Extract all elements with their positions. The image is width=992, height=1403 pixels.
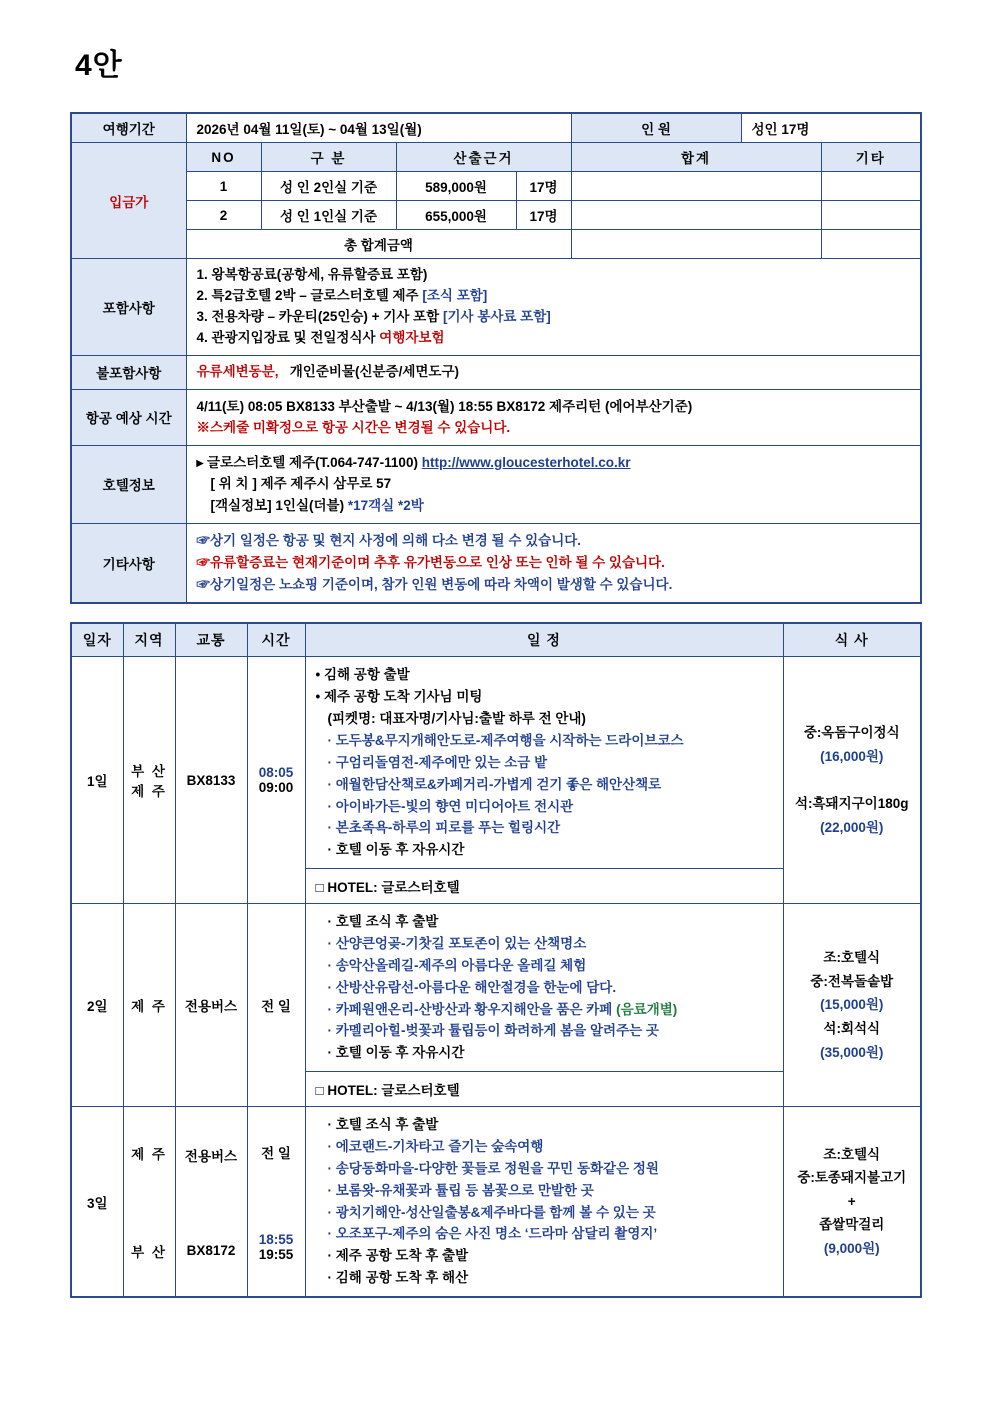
col-time: 시간 xyxy=(247,623,305,657)
row-basis: 655,000원 xyxy=(396,201,516,230)
col-type: 구 분 xyxy=(261,143,396,172)
people-label: 인 원 xyxy=(571,113,741,143)
schedule-item: • 김해 공항 출발 xyxy=(315,667,410,683)
hotel-name-line: ▸ 글로스터호텔 제주(T.064-747-1100) http://www.gloucesterhotel.co.kr xyxy=(196,454,631,470)
flight-row xyxy=(71,389,921,445)
total-value xyxy=(571,230,821,259)
flight-line-2: ※스케줄 미확정으로 항공 시간은 변경될 수 있습니다. xyxy=(196,420,511,436)
schedule-item: · 에코랜드-기차타고 즐기는 숲속여행 xyxy=(327,1138,544,1154)
itinerary-row-day1 xyxy=(71,657,921,869)
hotel-value xyxy=(186,445,921,523)
price-header-row xyxy=(71,143,921,172)
col-basis: 산출근거 xyxy=(396,143,571,172)
total-etc xyxy=(821,230,921,259)
schedule-item: · 오조포구-제주의 숨은 사진 명소 ‘드라마 삼달리 촬영지’ xyxy=(327,1226,658,1242)
col-sum: 합계 xyxy=(571,143,821,172)
row-basis: 589,000원 xyxy=(396,172,516,201)
flight-line-1: 4/11(토) 08:05 BX8133 부산출발 ~ 4/13(월) 18:55 BX8172 제주리턴 (에어부산기준) xyxy=(196,398,693,414)
etc-value xyxy=(186,523,921,603)
day-meal: 조:호텔식 중:토종돼지불고기 + 좁쌀막걸리 (9,000원) xyxy=(783,1107,921,1297)
include-row xyxy=(71,259,921,356)
price-row-1 xyxy=(71,172,921,201)
day-area: 부 산 제 주 xyxy=(123,657,175,904)
include-item: 2. 특2급호텔 2박 – 글로스터호텔 제주 [조식 포함] xyxy=(196,287,488,303)
schedule-item: · 보롬왓-유채꽃과 튤립 등 봄꽃으로 만발한 곳 xyxy=(327,1182,594,1198)
schedule-item: · 호텔 조식 후 출발 xyxy=(327,1117,439,1133)
day-schedule xyxy=(305,904,783,1072)
period-value: 2026년 04월 11일(토) ~ 04월 13일(월) xyxy=(186,113,571,143)
etc-line: ☞상기 일정은 항공 및 현지 사정에 의해 다소 변경 될 수 있습니다. xyxy=(196,532,582,548)
itinerary-row-day2 xyxy=(71,904,921,1072)
day-meal: 중:옥돔구이정식 (16,000원) 석:흑돼지구이180g (22,000원) xyxy=(783,657,921,904)
day-transport: 전용버스 xyxy=(175,904,247,1107)
schedule-item: · 카페원앤온리-산방산과 황우지해안을 품은 카페 (음료개별) xyxy=(327,1001,678,1017)
hotel-row xyxy=(71,445,921,523)
row-no: 1 xyxy=(186,172,261,201)
day-number: 1일 xyxy=(71,657,123,904)
flight-label: 항공 예상 시간 xyxy=(71,389,186,445)
include-item: 1. 왕복항공료(공항세, 유류할증료 포함) xyxy=(196,267,428,282)
etc-line: ☞유류할증료는 현재기준이며 추후 유가변동으로 인상 또는 인하 될 수 있습니다. xyxy=(196,554,665,570)
total-label: 총 합계금액 xyxy=(186,230,571,259)
schedule-item: · 김해 공항 도착 후 해산 xyxy=(327,1270,469,1286)
schedule-item: · 구엄리돌염전-제주에만 있는 소금 밭 xyxy=(327,754,548,770)
exclude-row xyxy=(71,355,921,389)
period-row xyxy=(71,113,921,143)
itinerary-header-row xyxy=(71,623,921,657)
period-label: 여행기간 xyxy=(71,113,186,143)
schedule-item: (피켓명: 대표자명/기사님:출발 하루 전 안내) xyxy=(327,711,586,727)
flight-value xyxy=(186,389,921,445)
itinerary-table xyxy=(70,622,922,1298)
col-schedule: 일 정 xyxy=(305,623,783,657)
hotel-location-line: [ 위 치 ] 제주 제주시 삼무로 57 xyxy=(210,476,392,492)
schedule-item: · 송악산올레길-제주의 아름다운 올레길 체험 xyxy=(327,957,587,973)
include-list xyxy=(186,259,921,356)
day-transport: 전용버스 BX8172 xyxy=(175,1107,247,1297)
bullet-icon: ▸ xyxy=(196,454,204,470)
schedule-item: • 제주 공항 도착 기사님 미팅 xyxy=(315,689,483,705)
include-label: 포함사항 xyxy=(71,259,186,356)
schedule-item: · 카멜리아힐-벚꽃과 튤립등이 화려하게 봄을 알려주는 곳 xyxy=(327,1023,659,1039)
col-no: NO xyxy=(186,143,261,172)
page-title: 4안 xyxy=(75,49,123,82)
row-type: 성 인 1인실 기준 xyxy=(261,201,396,230)
day-time: 전 일 18:55 19:55 xyxy=(247,1107,305,1297)
price-row-2 xyxy=(71,201,921,230)
schedule-item: · 광치기해안-성산일출봉&제주바다를 함께 볼 수 있는 곳 xyxy=(327,1204,656,1220)
schedule-item: · 산양큰엉곶-기찻길 포토존이 있는 산책명소 xyxy=(327,935,587,951)
day-schedule xyxy=(305,1107,783,1297)
day-area: 제 주 부 산 xyxy=(123,1107,175,1297)
etc-label: 기타사항 xyxy=(71,523,186,603)
row-count: 17명 xyxy=(516,201,571,230)
schedule-item: · 애월한담산책로&카페거리-가볍게 걷기 좋은 해안산책로 xyxy=(327,776,662,792)
row-etc xyxy=(821,201,921,230)
price-label: 입금가 xyxy=(71,143,186,259)
include-item: 3. 전용차량 – 카운티(25인승) + 기사 포함 [기사 봉사료 포함] xyxy=(196,308,551,324)
row-etc xyxy=(821,172,921,201)
hotel-room-line: [객실정보] 1인실(더블) *17객실 *2박 xyxy=(210,497,424,513)
col-etc: 기타 xyxy=(821,143,921,172)
schedule-item: · 제주 공항 도착 후 출발 xyxy=(327,1248,469,1264)
exclude-value: 유류세변동분, 개인준비물(신분증/세면도구) xyxy=(186,355,921,389)
schedule-item: · 아이바가든-빛의 향연 미디어아트 전시관 xyxy=(327,798,574,814)
people-value: 성인 17명 xyxy=(741,113,921,143)
hotel-website-link[interactable]: http://www.gloucesterhotel.co.kr xyxy=(421,454,631,470)
schedule-item: · 송당동화마을-다양한 꽃들로 정원을 꾸민 동화같은 정원 xyxy=(327,1160,659,1176)
row-count: 17명 xyxy=(516,172,571,201)
col-area: 지역 xyxy=(123,623,175,657)
row-sum xyxy=(571,201,821,230)
row-no: 2 xyxy=(186,201,261,230)
schedule-item: · 산방산유람선-아름다운 해안절경을 한눈에 담다. xyxy=(327,979,617,995)
col-day: 일자 xyxy=(71,623,123,657)
day-meal: 조:호텔식 중:전복돌솥밥 (15,000원) 석:회석식 (35,000원) xyxy=(783,904,921,1107)
exclude-label: 불포함사항 xyxy=(71,355,186,389)
hotel-label: 호텔정보 xyxy=(71,445,186,523)
row-sum xyxy=(571,172,821,201)
etc-line: ☞상기일정은 노쇼핑 기준이며, 참가 인원 변동에 따라 차액이 발생할 수 있습니다. xyxy=(196,577,673,593)
trip-info-table xyxy=(70,112,922,604)
col-transport: 교통 xyxy=(175,623,247,657)
day-area: 제 주 xyxy=(123,904,175,1107)
schedule-item: · 호텔 조식 후 출발 xyxy=(327,914,439,930)
schedule-item: · 호텔 이동 후 자유시간 xyxy=(327,842,465,858)
day-hotel: □ HOTEL: 글로스터호텔 xyxy=(305,1072,783,1107)
schedule-item: · 호텔 이동 후 자유시간 xyxy=(327,1045,465,1061)
schedule-item: · 본초족욕-하루의 피로를 푸는 힐링시간 xyxy=(327,820,561,836)
itinerary-row-day3 xyxy=(71,1107,921,1297)
include-item: 4. 관광지입장료 및 전일정식사 여행자보험 xyxy=(196,329,445,345)
price-total-row xyxy=(71,230,921,259)
day-time: 08:05 09:00 xyxy=(247,657,305,904)
day-schedule xyxy=(305,657,783,869)
etc-row xyxy=(71,523,921,603)
col-meal: 식 사 xyxy=(783,623,921,657)
schedule-item: · 도두봉&무지개해안도로-제주여행을 시작하는 드라이브코스 xyxy=(327,732,684,748)
day-time: 전 일 xyxy=(247,904,305,1107)
day-transport: BX8133 xyxy=(175,657,247,904)
row-type: 성 인 2인실 기준 xyxy=(261,172,396,201)
day-hotel: □ HOTEL: 글로스터호텔 xyxy=(305,869,783,904)
day-number: 3일 xyxy=(71,1107,123,1297)
day-number: 2일 xyxy=(71,904,123,1107)
